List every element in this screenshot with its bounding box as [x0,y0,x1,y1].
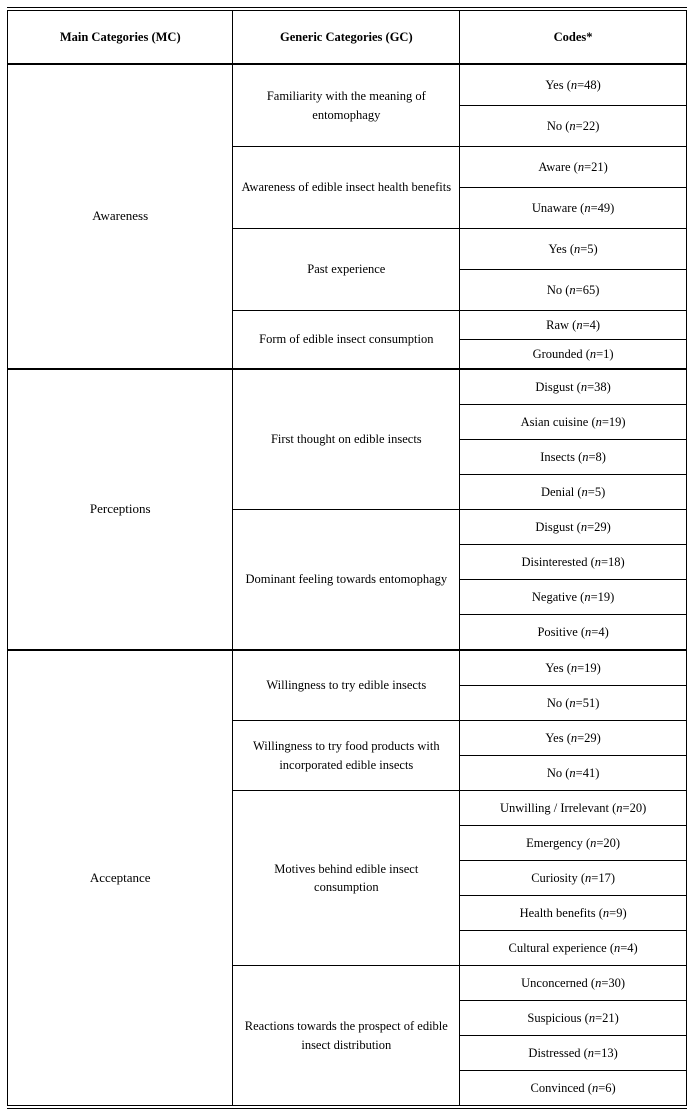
code-cell: Denial (n=5) [460,475,687,510]
code-cell: No (n=65) [460,270,687,311]
code-cell: Aware (n=21) [460,147,687,188]
header-row [8,9,687,64]
main-category-cell: Awareness [8,64,233,369]
categories-table [7,7,687,1109]
generic-category-cell: Familiarity with the meaning of entomophagy [233,64,460,147]
code-cell: Asian cuisine (n=19) [460,405,687,440]
code-cell: Health benefits (n=9) [460,896,687,931]
generic-category-cell: Willingness to try edible insects [233,650,460,721]
code-cell: Yes (n=29) [460,721,687,756]
main-category-cell: Perceptions [8,369,233,650]
code-cell: Emergency (n=20) [460,826,687,861]
header-generic-categories: Generic Categories (GC) [233,9,460,64]
code-cell: Unaware (n=49) [460,188,687,229]
code-cell: Suspicious (n=21) [460,1001,687,1036]
code-cell: Yes (n=19) [460,650,687,686]
header-main-categories: Main Categories (MC) [8,9,233,64]
code-cell: Curiosity (n=17) [460,861,687,896]
table-row [8,369,687,405]
table-row [8,64,687,106]
generic-category-cell: Past experience [233,229,460,311]
code-cell: No (n=51) [460,686,687,721]
generic-category-cell: Awareness of edible insect health benefits [233,147,460,229]
header-codes: Codes* [460,9,687,64]
code-cell: Yes (n=5) [460,229,687,270]
code-cell: Cultural experience (n=4) [460,931,687,966]
code-cell: No (n=41) [460,756,687,791]
code-cell: Yes (n=48) [460,64,687,106]
code-cell: Grounded (n=1) [460,340,687,370]
code-cell: Negative (n=19) [460,580,687,615]
code-cell: Positive (n=4) [460,615,687,651]
code-cell: No (n=22) [460,106,687,147]
code-cell: Unwilling / Irrelevant (n=20) [460,791,687,826]
code-cell: Disinterested (n=18) [460,545,687,580]
code-cell: Disgust (n=29) [460,510,687,545]
code-cell: Convinced (n=6) [460,1071,687,1108]
main-category-cell: Acceptance [8,650,233,1107]
generic-category-cell: Dominant feeling towards entomophagy [233,510,460,651]
generic-category-cell: Willingness to try food products with incorporated edible insects [233,721,460,791]
generic-category-cell: First thought on edible insects [233,369,460,510]
code-cell: Insects (n=8) [460,440,687,475]
code-cell: Disgust (n=38) [460,369,687,405]
generic-category-cell: Reactions towards the prospect of edible insect distribution [233,966,460,1108]
table-row [8,650,687,686]
code-cell: Unconcerned (n=30) [460,966,687,1001]
generic-category-cell: Motives behind edible insect consumption [233,791,460,966]
generic-category-cell: Form of edible insect consumption [233,311,460,370]
code-cell: Distressed (n=13) [460,1036,687,1071]
code-cell: Raw (n=4) [460,311,687,340]
